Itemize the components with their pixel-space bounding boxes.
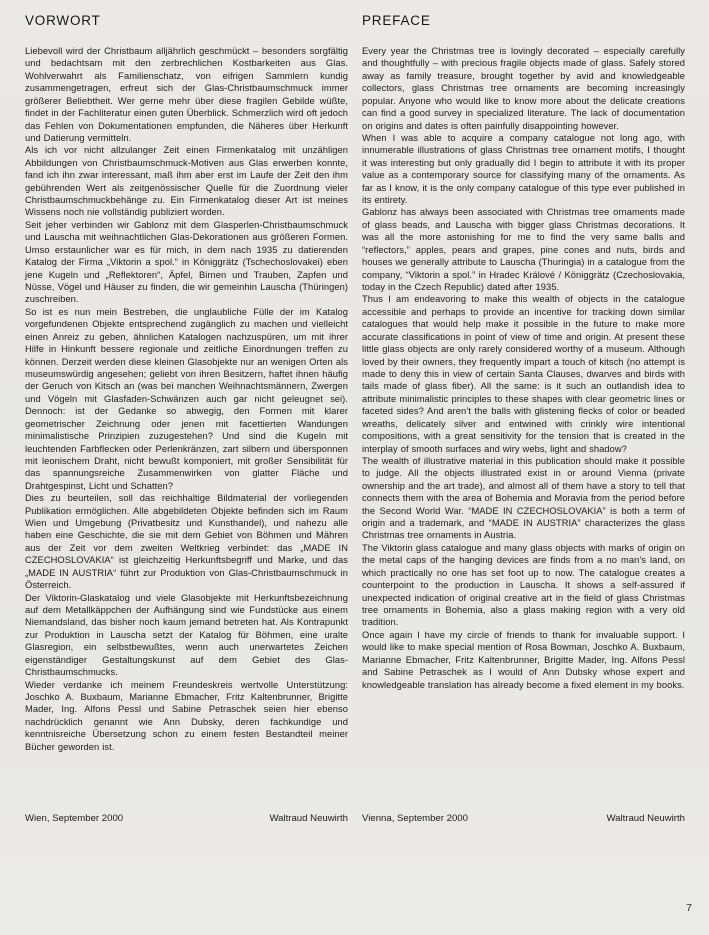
preface-paragraph: The wealth of illustrative material in this publication should make it possible to judge. All the objects illustrated exist in or around Vienna (private ownership and the art trade), and almost all of them have a story to tell that connects them with the area of Bohemia and Moravia from the period before the Second World War. “MADE IN CZECHOSLOVAKIA” is both a term of origin and a trademark, and “MADE IN AUSTRIA” characterizes the glass Christmas tree ornaments in Austria. xyxy=(362,455,685,541)
preface-body xyxy=(362,45,685,691)
vorwort-paragraph: So ist es nun mein Bestreben, die unglaubliche Fülle der im Katalog vorgefundenen Objekte entsprechend zugänglich zu machen und vielleicht einen Anreiz zu geben, ähnlichen Katalogen nachzuspüren, um mit ihrer Hilfe in Hinkunft bessere regionale und zeitliche Einordnungen treffen zu können. Derzeit werden diese kleinen Glasobjekte nur an wenigen Orten als museumswürdig angesehen; geliebt von ihren Besitzern, haftet ihnen häufig der Geruch von Kitsch an (was bei manchen Weihnachtsmännern, Zwergen und Vögeln mit Glasfaden-Schwänzen auch gar nicht geleugnet sei). Dennoch: ist der Gedanke so abwegig, den Formen mit klarer geometrischer Zeichnung oder jenen mit facettierten Wandungen minimalistische Prinzipien zuzugestehen? Und sind die Kugeln mit leuchtenden Farbflecken oder Perlenkränzen, zart silbern und übersponnen mit leonischem Draht, nicht bewußt komponiert, mit großer Sensibilität für das spannungsreiche Zusammenwirken von glatter Fläche und Drahtgespinst, Licht und Schatten? xyxy=(25,306,348,491)
preface-paragraph: When I was able to acquire a company catalogue not long ago, with innumerable illustrations of glass Christmas tree ornament motifs, I thought it was interesting but only gradually did I begin to attribute it with its proper value as a contemporary source for classifying many of the ornaments. As far as I know, it is the only company catalogue of this type ever published in its entirety. xyxy=(362,132,685,206)
vorwort-column xyxy=(25,13,348,753)
vorwort-place-date: Wien, September 2000 xyxy=(25,813,124,824)
preface-author: Waltraud Neuwirth xyxy=(606,813,685,824)
preface-column xyxy=(362,13,685,691)
preface-paragraph: The Viktorin glass catalogue and many glass objects with marks of origin on the metal caps of the hanging devices are finds from a no man’s land, on which practically no one has set foot up to now. The catalogue creates a counterpoint to the production in Lauscha. It shows a self-assured if unexpected indication of original creative art in the field of glass Christmas tree ornaments in Bohemia, also a glass making region with a very old tradition. xyxy=(362,542,685,628)
vorwort-paragraph: Seit jeher verbinden wir Gablonz mit dem Glasperlen-Christbaumschmuck und Lauscha mit weihnachtlichen Glas-Dekorationen aus größeren Formen. Umso erstaunlicher war es für mich, in dem nach 1935 zu datierenden Katalog der Firma „Viktorin a spol.“ in Königgrätz (Tschechoslovakei) eben jene Kugeln und „Reflektoren“, Äpfel, Birnen und Trauben, Zapfen und Nüsse, Vögel und Häuser zu finden, die wir gemeinhin Lauscha (Thüringen) zuschreiben. xyxy=(25,219,348,305)
vorwort-paragraph: Liebevoll wird der Christbaum alljährlich geschmückt – besonders sorgfältig und bedachtsam mit den zerbrechlichen Kostbarkeiten aus Glas. Wohlverwahrt als Familienschatz, von eifrigen Sammlern kundig zusammengetragen, erfreut sich der Glas-Christbaumschmuck immer größerer Beliebtheit. Wer gerne mehr über diese fragilen Gebilde wüßte, findet in der Fachliteratur einen guten Überblick. Schmerzlich wird oft jedoch das Fehlen von Dokumentationen empfunden, die Näheres über Herkunft und Datierung vermitteln. xyxy=(25,46,348,143)
preface-place-date: Vienna, September 2000 xyxy=(362,813,468,824)
vorwort-paragraph: Wieder verdanke ich meinem Freundeskreis wertvolle Unterstützung: Joschko A. Buxbaum, Marianne Ebmacher, Fritz Kaltenbrunner, Brigitte Mader, Ing. Alfons Pessl und Sabine Petraschek seien hier ebenso nachdrücklich genannt wie Ann Dubsky, deren fachkundige und kenntnisreiche Übersetzung schon zu einem festen Bestandteil meiner Bücher geworden ist. xyxy=(25,679,348,752)
vorwort-paragraph: Dies zu beurteilen, soll das reichhaltige Bildmaterial der vorliegenden Publikation ermöglichen. Alle abgebildeten Objekte befinden sich im Raum Wien und Umgebung (Privatbesitz und Kunsthandel), und nahezu alle haben eine Geschichte, die sie mit dem Gebiet von Böhmen und Mähren aus der Zeit vor dem zweiten Weltkrieg verbindet: das „MADE IN CZECHOSLOVAKIA“ ist gleichzeitig Herkunftsbegriff und Marke, und das „MADE IN AUSTRIA“ führt zur Produktion von Glas-Christbaumschmuck in Österreich. xyxy=(25,493,348,591)
vorwort-body xyxy=(25,45,348,753)
vorwort-author: Waltraud Neuwirth xyxy=(269,813,348,824)
preface-signature-row xyxy=(362,813,685,824)
preface-heading: PREFACE xyxy=(362,13,431,28)
page-number: 7 xyxy=(686,902,692,914)
preface-paragraph: Thus I am endeavoring to make this wealth of objects in the catalogue accessible and perhaps to provide an incentive for tracking down similar catalogues that would help make it possible in the future to make more accurate classifications in point of view of time and origin. At present these little glass objects are only rarely considered worthy of a museum. Although loved by their owners, they frequently impart a touch of kitsch (no attempt is made to deny this in view of certain Santa Clauses, dwarves and birds with tails made of glass fiber). All the same: is it such an outlandish idea to attribute minimalistic principles to these shapes with clear geometric lines or faceted sides? And aren’t the balls with glistening flecks of color or beaded wreaths, delicately silver and entwined with crinkly wire intentional compositions, with a great sensitivity for the tension that is created in the interplay of smooth surfaces and wiry webs, light and shadow? xyxy=(362,294,685,454)
preface-paragraph: Every year the Christmas tree is lovingly decorated – especially carefully and thoughtfully – with precious fragile objects made of glass. Safely stored away as family treasure, brought together by avid and knowledgeable collectors, glass Christmas tree ornaments are becoming increasingly popular. Anyone who would like to know more about the delicate creations can find a good survey in specialized literature. The lack of documentation on origins and dates is often painfully disappointing however. xyxy=(362,46,685,131)
vorwort-paragraph: Der Viktorin-Glaskatalog und viele Glasobjekte mit Herkunftsbezeichnung auf dem Metallkäppchen der Aufhängung sind wie Fundstücke aus einem Niemandsland, das bisher noch kaum jemand betreten hat. Als Kontrapunkt zur Produktion in Lauscha setzt der Katalog für Böhmen, eine uralte Glasregion, ein selbstbewußtes, wenn auch unerwartetes Zeichen eigenständiger Gestaltungskunst auf dem Gebiet des Glas-Christbaumschmucks. xyxy=(25,592,348,678)
preface-paragraph: Once again I have my circle of friends to thank for invaluable support. I would like to make special mention of Rosa Bowman, Joschko A. Buxbaum, Marianne Ebmacher, Fritz Kaltenbrunner, Brigitte Mader, Ing. Alfons Pessl and Sabine Petraschek as I would of Ann Dubsky whose expert and knowledgeable translation has already become a fixed element in my books. xyxy=(362,629,685,690)
preface-paragraph: Gablonz has always been associated with Christmas tree ornaments made of glass beads, and Lauscha with bigger glass Christmas decorations. It was all the more astonishing for me to find the very same balls and “reflectors,” apples, pears and grapes, pine cones and nuts, birds and houses we generally attribute to Lauscha (Thuringia) in a catalogue from the company, “Viktorin a spol.” in Hradec Králové / Königgrätz (Czechoslovakia, today in the Czech Republic) dated after 1935. xyxy=(362,207,685,293)
vorwort-heading: VORWORT xyxy=(25,13,101,28)
vorwort-signature-row xyxy=(25,813,348,824)
vorwort-paragraph: Als ich vor nicht allzulanger Zeit einen Firmenkatalog mit unzähligen Abbildungen von Christbaumschmuck-Motiven aus Glas erwerben konnte, fand ich ihn zwar interessant, maß ihm aber erst im Laufe der Zeit den ihm gebührenden Wert als zeitgenössischer Quelle für die Zuordnung vieler Christbaumschmuckbehänge zu. Ein Firmenkatalog dieser Art ist meines Wissens noch nie vollständig publiziert worden. xyxy=(25,145,348,218)
